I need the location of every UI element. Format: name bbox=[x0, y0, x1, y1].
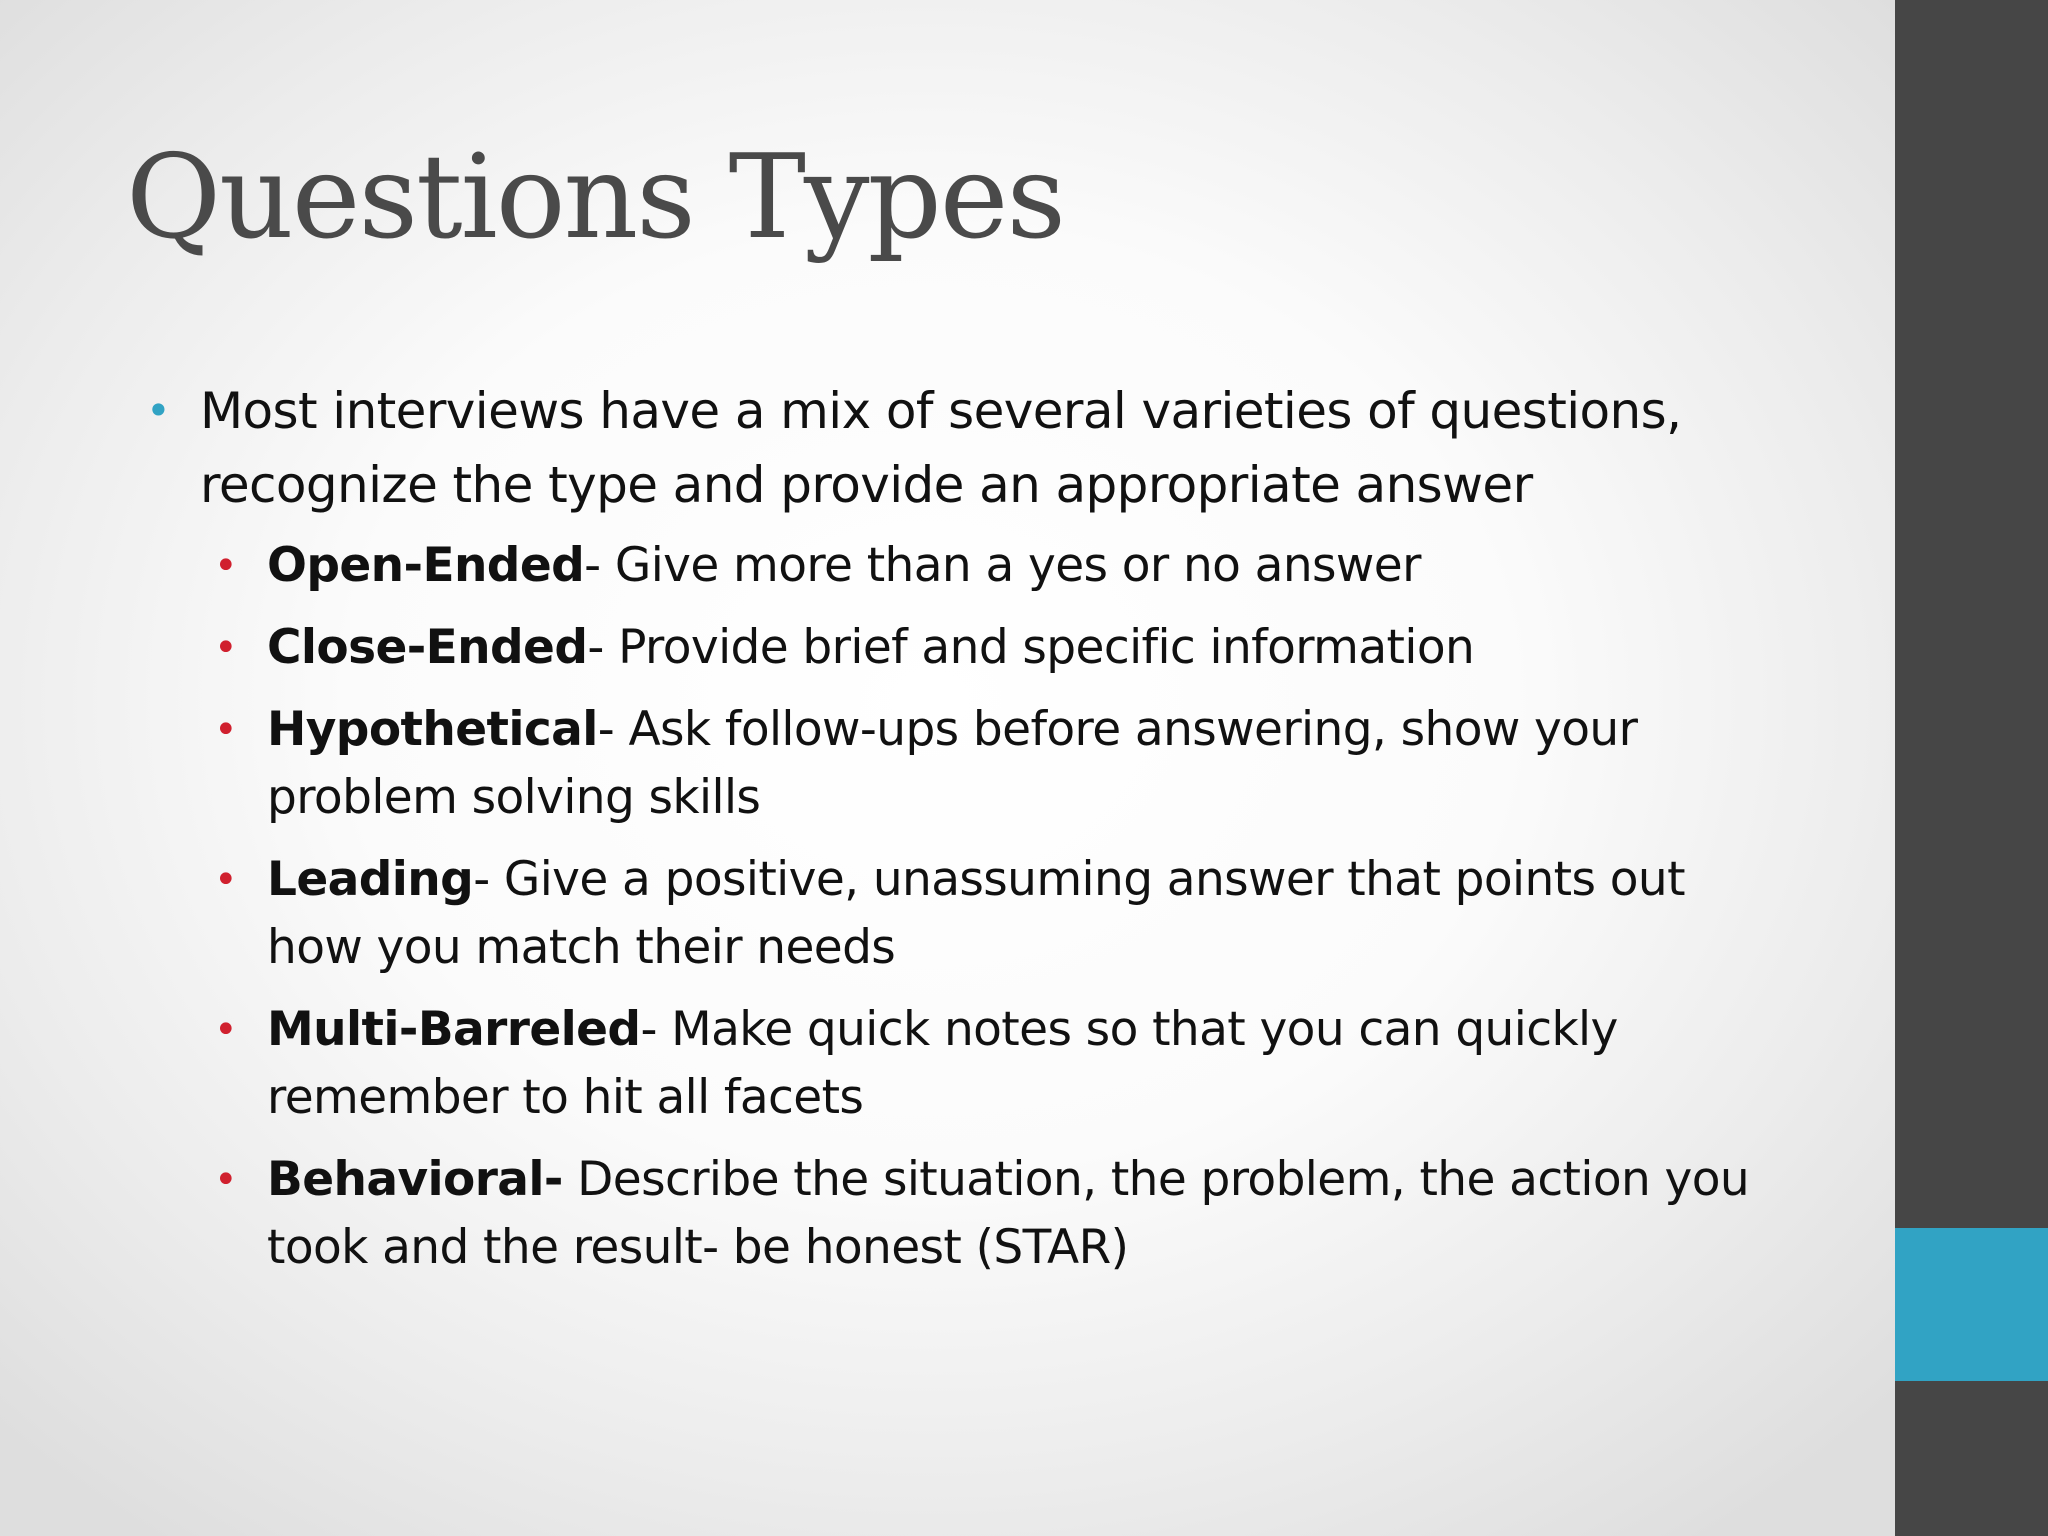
sub-bullet-dot-icon: • bbox=[214, 625, 237, 671]
main-bullet-dot-icon: • bbox=[146, 386, 171, 435]
question-type-term: Behavioral- bbox=[267, 1152, 563, 1207]
question-type-item bbox=[146, 696, 1786, 832]
question-type-item bbox=[146, 846, 1786, 982]
sub-bullet-dot-icon: • bbox=[214, 1007, 237, 1053]
main-bullet bbox=[146, 374, 1786, 522]
question-type-term: Multi-Barreled bbox=[267, 1002, 641, 1057]
sub-bullet-dot-icon: • bbox=[214, 707, 237, 753]
slide-content bbox=[146, 374, 1786, 1296]
slide-title: Questions Types bbox=[126, 130, 1064, 265]
question-type-description: - Give more than a yes or no answer bbox=[584, 538, 1421, 593]
question-type-term: Close-Ended bbox=[267, 620, 588, 675]
question-type-term: Hypothetical bbox=[267, 702, 598, 757]
question-type-description: Describe the situation, the problem, the action you took and the result- be honest (STAR) bbox=[267, 1152, 1750, 1275]
main-bullet-text: Most interviews have a mix of several varieties of questions, recognize the type and provide an appropriate answer bbox=[200, 382, 1682, 514]
question-type-description: - Give a positive, unassuming answer that points out how you match their needs bbox=[267, 852, 1685, 975]
sidebar-accent-block bbox=[1895, 1228, 2048, 1381]
sub-bullet-dot-icon: • bbox=[214, 543, 237, 589]
question-type-list bbox=[146, 532, 1786, 1282]
question-type-description: - Provide brief and specific information bbox=[587, 620, 1475, 675]
question-type-description: - Ask follow-ups before answering, show your problem solving skills bbox=[267, 702, 1638, 825]
question-type-item bbox=[146, 614, 1786, 682]
question-type-item bbox=[146, 532, 1786, 600]
question-type-term: Open-Ended bbox=[267, 538, 585, 593]
question-type-item bbox=[146, 1146, 1786, 1282]
question-type-description: - Make quick notes so that you can quickly remember to hit all facets bbox=[267, 1002, 1618, 1125]
question-type-item bbox=[146, 996, 1786, 1132]
sub-bullet-dot-icon: • bbox=[214, 1157, 237, 1203]
sub-bullet-dot-icon: • bbox=[214, 857, 237, 903]
question-type-term: Leading bbox=[267, 852, 474, 907]
